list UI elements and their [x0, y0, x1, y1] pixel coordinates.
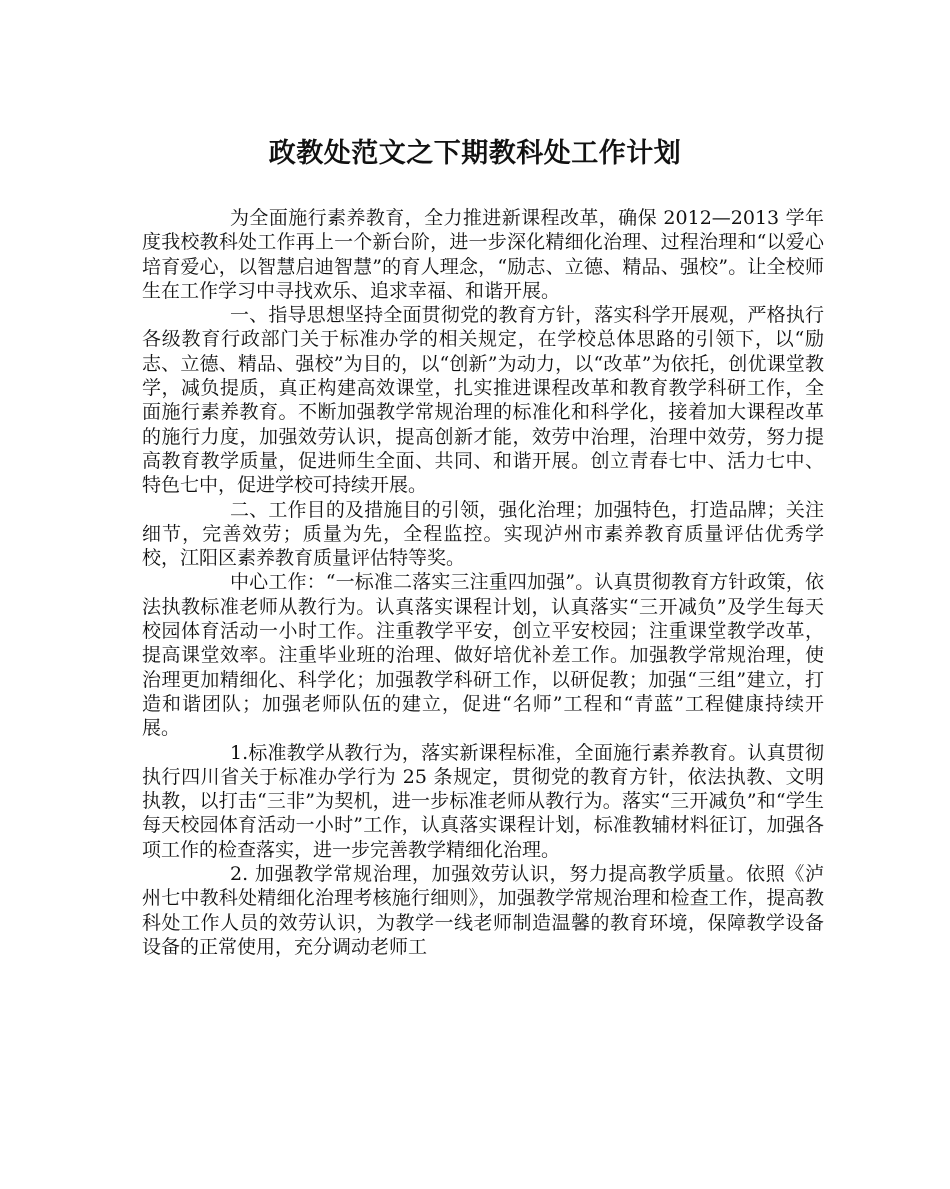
document-title: 政教处范文之下期教科处工作计划: [268, 138, 682, 169]
paragraph-intro: 为全面施行素养教育，全力推进新课程改革，确保 2012—2013 学年度我校教科处工作再上一个新台阶，进一步深化精细化治理、过程治理和“以爱心培育爱心，以智慧启迪智慧”的育人理念，“励志、立德、精品、强校”。让全校师生在工作学习中寻找欢乐、追求幸福、和谐开展。: [142, 207, 824, 302]
paragraph-item-1: 1.标准教学从教行为，落实新课程标准，全面施行素养教育。认真贯彻执行四川省关于标准办学行为 25 条规定，贯彻党的教育方针，依法执教、文明执教，以打击“三非”为契机，进一步标准老师从教行为。落实“三开减负”和“学生每天校园体育活动一小时”工作，认真落实课程计划，标准教辅材料征订，加强各项工作的检查落实，进一步完善教学精细化治理。: [142, 741, 824, 861]
paragraph-guiding-ideology: 一、指导思想坚持全面贯彻党的教育方针，落实科学开展观，严格执行各级教育行政部门关于标准办学的相关规定，在学校总体思路的引领下，以“励志、立德、精品、强校”为目的，以“创新”为动力，以“改革”为依托，创优课堂教学，减负提质，真正构建高效课堂，扎实推进课程改革和教育教学科研工作，全面施行素养教育。不断加强教学常规治理的标准化和科学化，接着加大课程改革的施行力度，加强效劳认识，提高创新才能，效劳中治理，治理中效劳，努力提高教育教学质量，促进师生全面、共同、和谐开展。创立青春七中、活力七中、特色七中，促进学校可持续开展。: [142, 304, 824, 497]
document-body: [142, 206, 824, 959]
paragraph-goals-measures: 二、工作目的及措施目的引领，强化治理；加强特色，打造品牌；关注细节，完善效劳；质量为先，全程监控。实现泸州市素养教育质量评估优秀学校，江阳区素养教育质量评估特等奖。: [142, 498, 824, 570]
paragraph-core-work: 中心工作：“一标准二落实三注重四加强”。认真贯彻教育方针政策，依法执教标准老师从教行为。认真落实课程计划，认真落实“三开减负”及学生每天校园体育活动一小时工作。注重教学平安，创立平安校园；注重课堂教学改革，提高课堂效率。注重毕业班的治理、做好培优补差工作。加强教学常规治理，使治理更加精细化、科学化；加强教学科研工作，以研促教；加强“三组”建立，打造和谐团队；加强老师队伍的建立，促进“名师”工程和“青蓝”工程健康持续开展。: [142, 571, 824, 740]
paragraph-item-2: 2. 加强教学常规治理，加强效劳认识，努力提高教学质量。依照《泸州七中教科处精细化治理考核施行细则》，加强教学常规治理和检查工作，提高教科处工作人员的效劳认识，为教学一线老师制造温馨的教育环境，保障教学设备设备的正常使用，充分调动老师工: [142, 863, 824, 958]
